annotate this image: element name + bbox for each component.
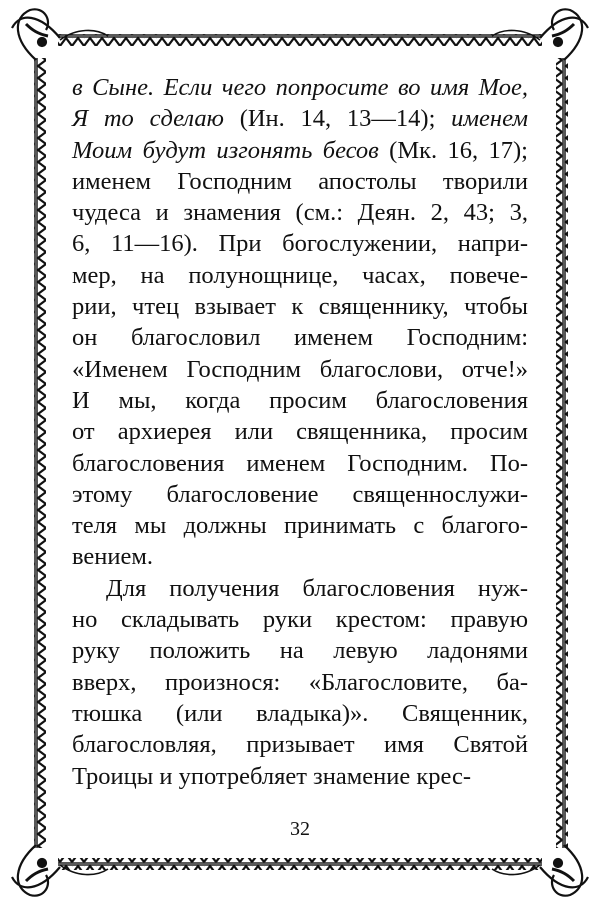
text-line — [72, 72, 528, 103]
text-line — [72, 385, 528, 416]
text-run: Для получения благословения нуж- — [106, 574, 528, 602]
text-line — [72, 635, 528, 666]
paragraph — [72, 72, 528, 573]
text-line — [72, 573, 528, 604]
text-run: (Мк. 16, 17); — [378, 136, 528, 164]
italic-quote: в Сыне. Если чего попросите во имя Мое, — [72, 74, 528, 101]
text-line — [72, 761, 528, 792]
text-run: этому благословение священнослужи- — [72, 480, 528, 508]
text-line — [72, 416, 528, 447]
text-line — [72, 260, 528, 291]
rope-border-bottom — [58, 858, 542, 870]
text-run: от архиерея или священника, просим — [72, 418, 528, 446]
text-line — [72, 291, 528, 322]
text-line — [72, 322, 528, 353]
paragraph — [72, 573, 528, 792]
italic-quote: Моим будут изгонять бесов — [72, 136, 379, 164]
text-line — [72, 729, 528, 760]
rope-border-top — [58, 34, 542, 46]
italic-quote: именем — [451, 105, 528, 133]
text-line — [72, 354, 528, 385]
rope-border-left — [34, 58, 46, 848]
text-run: вением. — [72, 543, 154, 571]
text-line — [72, 166, 528, 197]
text-run: рии, чтец взывает к священнику, чтобы — [72, 293, 528, 321]
text-run: руку положить на левую ладонями — [72, 637, 528, 665]
corner-flourish-icon — [12, 845, 108, 896]
page-number: 32 — [290, 818, 310, 840]
text-line — [72, 448, 528, 479]
text-run: Троицы и употребляет знамение крес- — [72, 762, 471, 790]
text-run: вверх, произнося: «Благословите, ба- — [72, 668, 528, 696]
text-line — [72, 698, 528, 729]
text-line — [72, 541, 528, 572]
text-line — [72, 103, 528, 134]
text-run: мер, на полунощнице, часах, повече- — [72, 261, 528, 289]
text-run: именем Господним апостолы творили — [72, 167, 528, 195]
page-body — [72, 72, 528, 792]
text-run: чудеса и знамения (см.: Деян. 2, 43; 3, — [72, 199, 528, 227]
text-run: тюшка (или владыка)». Священник, — [72, 699, 528, 727]
text-line — [72, 667, 528, 698]
text-run: 6, 11—16). При богослужении, напри- — [72, 230, 528, 258]
text-line — [72, 228, 528, 259]
text-line — [72, 604, 528, 635]
text-run: (Ин. 14, 13—14); — [223, 105, 452, 133]
italic-quote: Я то сделаю — [72, 105, 224, 133]
text-run: И мы, когда просим благословения — [72, 386, 528, 414]
text-run: «Именем Господним благослови, отче!» — [72, 355, 528, 383]
text-run: благословения именем Господним. По- — [72, 449, 528, 477]
text-line — [72, 479, 528, 510]
text-run: он благословил именем Господним: — [72, 324, 528, 352]
text-run: но складывать руки крестом: правую — [72, 606, 528, 634]
text-run: теля мы должны принимать с благого- — [72, 512, 528, 540]
text-line — [72, 510, 528, 541]
corner-flourish-icon — [492, 845, 588, 896]
text-line — [72, 197, 528, 228]
text-line — [72, 135, 528, 166]
rope-border-right — [556, 58, 568, 848]
text-run: благословляя, призывает имя Святой — [72, 731, 528, 759]
